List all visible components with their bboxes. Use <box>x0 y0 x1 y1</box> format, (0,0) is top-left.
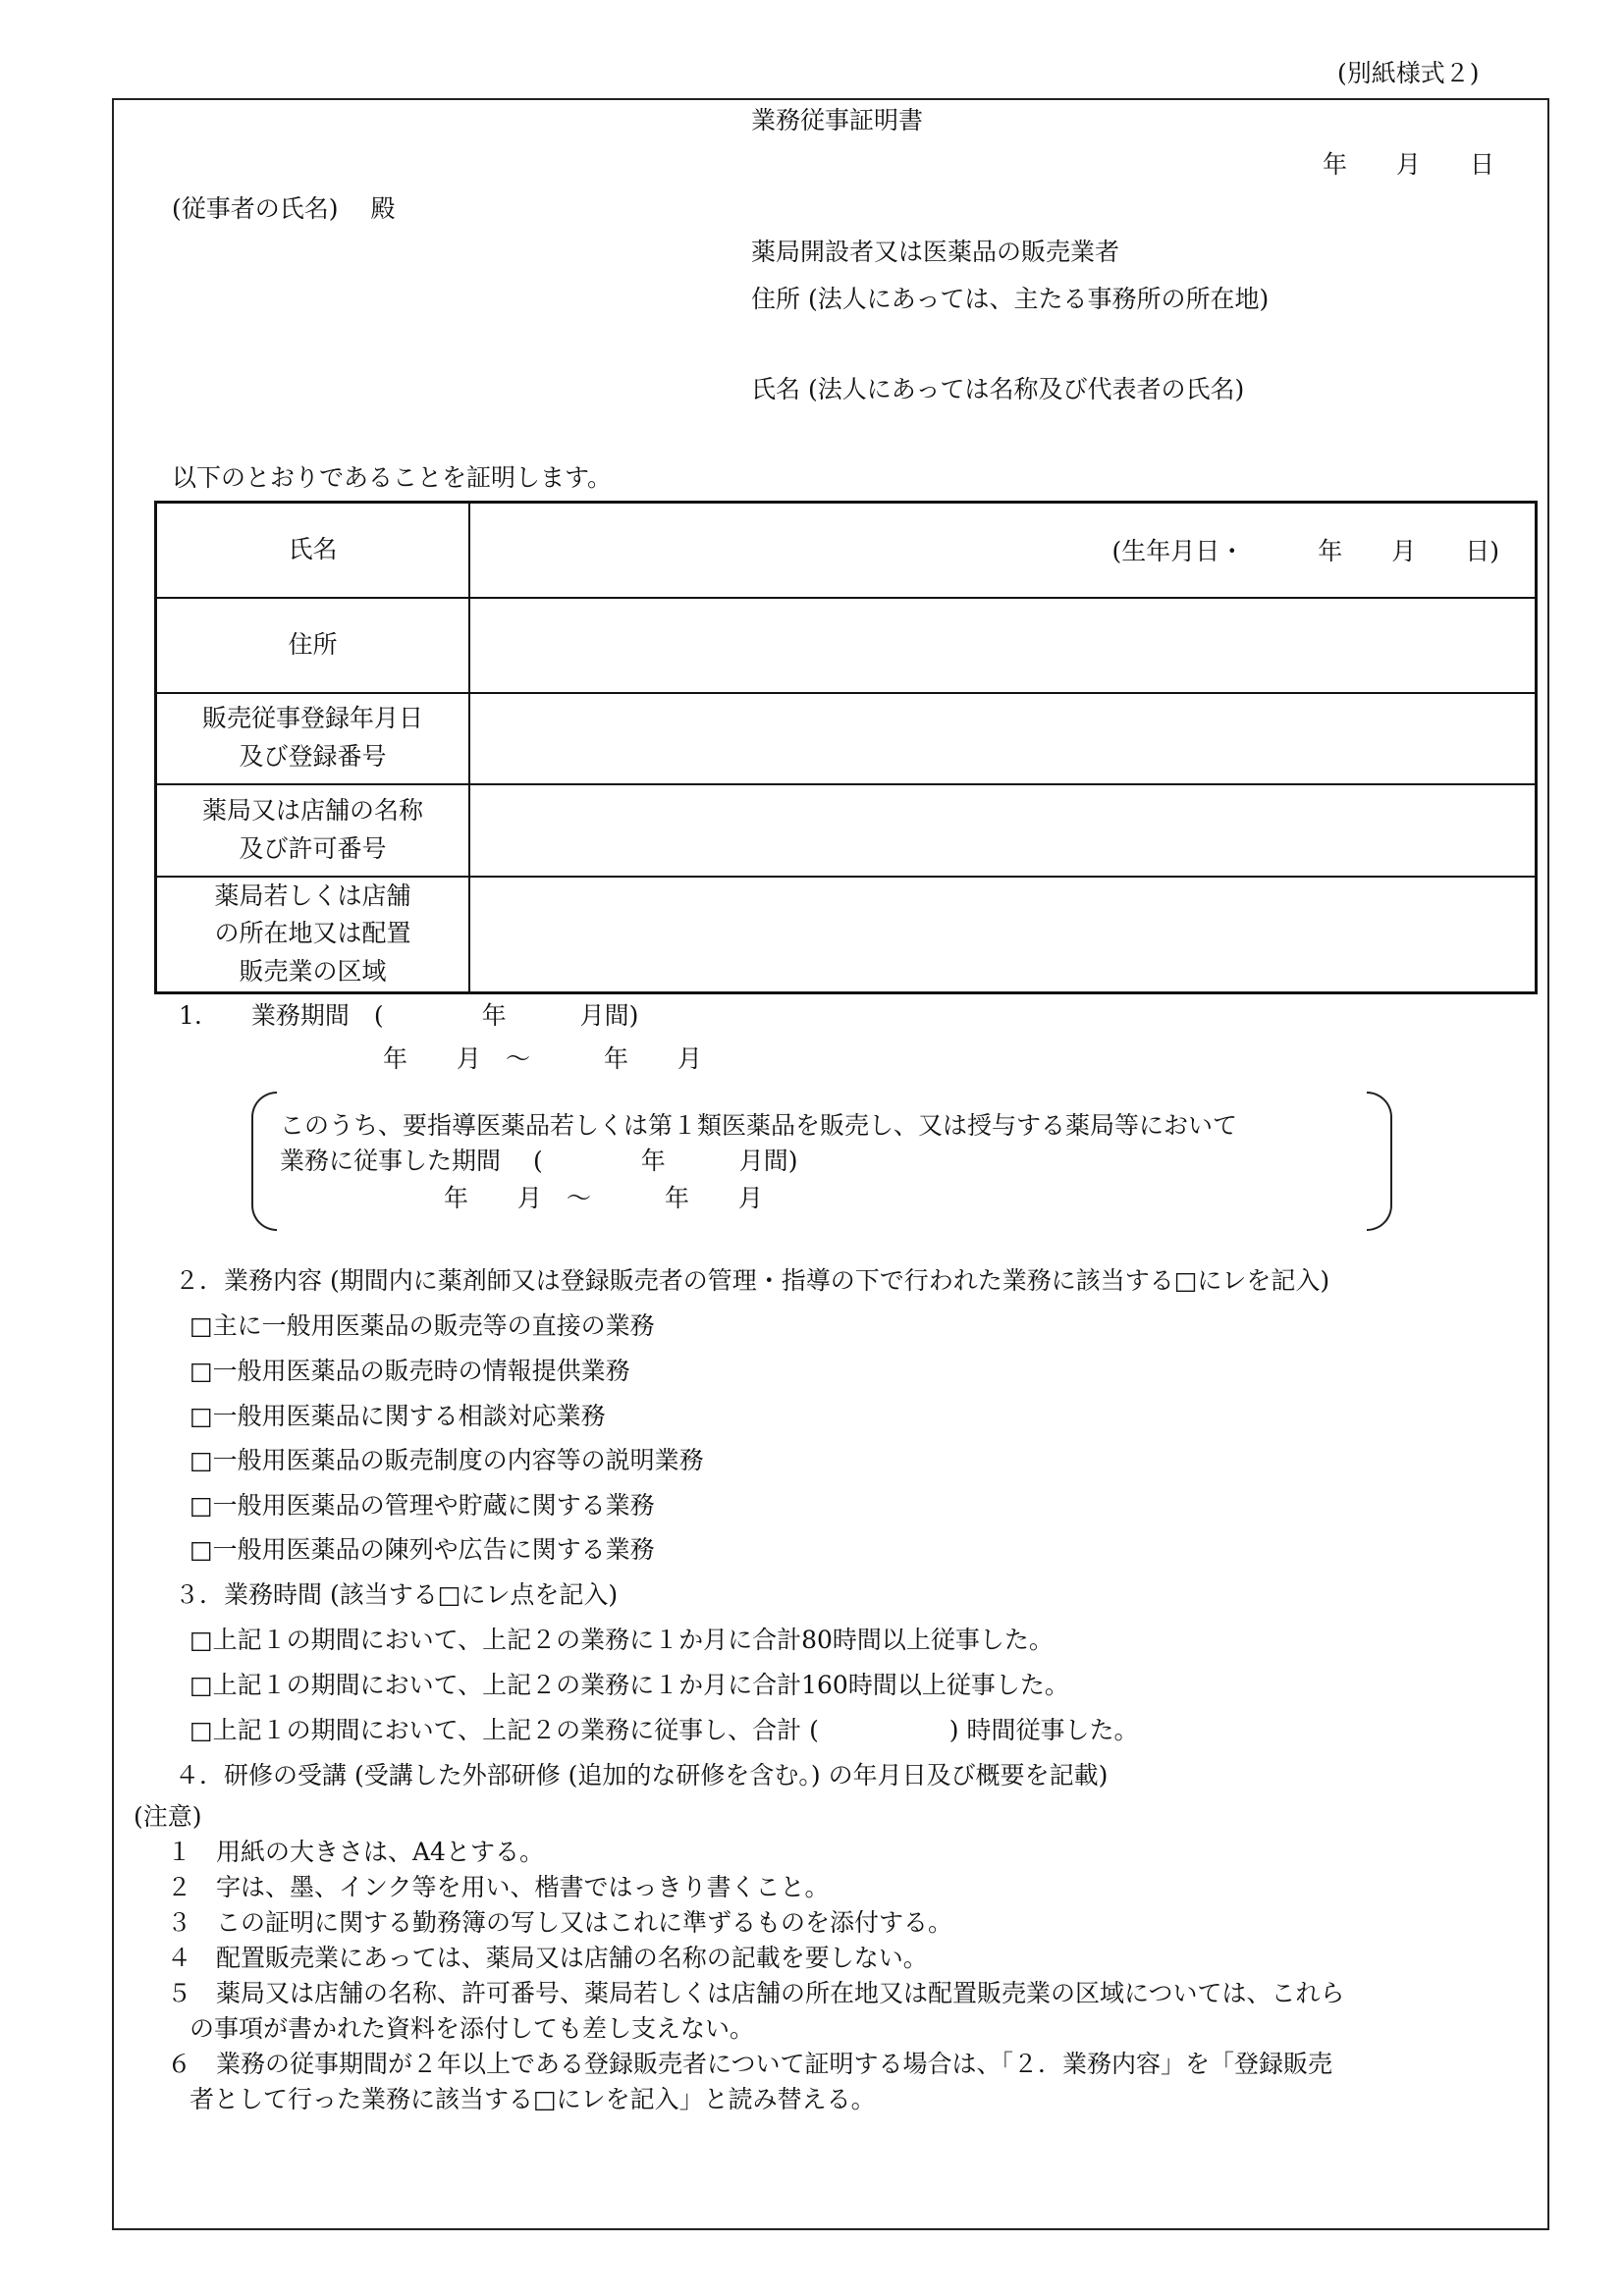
pharmacy-field[interactable] <box>469 784 1537 877</box>
issuer-name-label: 氏名 (法人にあっては名称及び代表者の氏名) <box>751 375 1245 403</box>
label-pharmacy <box>156 784 470 877</box>
section2-item: □一般用医薬品の販売制度の内容等の説明業務 <box>189 1446 704 1474</box>
section3-item: □上記１の期間において、上記２の業務に従事し、合計 ( ) 時間従事した。 <box>189 1716 1139 1744</box>
address-field[interactable] <box>469 598 1537 693</box>
note-item: ４ 配置販売業にあっては、薬局又は店舗の名称の記載を要しない。 <box>167 1944 928 1972</box>
label-pharmacy-text: 薬局又は店舗の名称 及び許可番号 <box>201 795 423 863</box>
label-address: 住所 <box>156 598 470 693</box>
bracket-right <box>1367 1092 1392 1231</box>
note-item: ３ この証明に関する勤務簿の写し又はこれに準ずるものを添付する。 <box>167 1908 953 1937</box>
registration-field[interactable] <box>469 693 1537 784</box>
notes-heading: (注意) <box>134 1802 202 1831</box>
section2-item: □一般用医薬品の陳列や広告に関する業務 <box>189 1535 655 1564</box>
section3-item: □上記１の期間において、上記２の業務に１か月に合計160時間以上従事した。 <box>189 1671 1069 1699</box>
date-line: 年 月 日 <box>1323 150 1495 179</box>
label-location <box>156 877 470 993</box>
table-row-registration <box>156 693 1537 784</box>
note-item: の事項が書かれた資料を添付しても差し支えない。 <box>189 2014 755 2043</box>
table-row-address <box>156 598 1537 693</box>
note-item: ２ 字は、墨、インク等を用い、楷書ではっきり書くこと。 <box>167 1873 830 1901</box>
section1-range: 年 月 ～ 年 月 <box>383 1044 703 1073</box>
section2-item: □主に一般用医薬品の販売等の直接の業務 <box>189 1311 655 1340</box>
table-row-location <box>156 877 1537 993</box>
section1-sub-line1: このうち、要指導医薬品若しくは第１類医薬品を販売し、又は授与する薬局等において <box>280 1111 1238 1140</box>
form-code: (別紙様式２) <box>1337 59 1480 87</box>
name-field[interactable] <box>469 503 1537 598</box>
section2-item: □一般用医薬品に関する相談対応業務 <box>189 1402 606 1430</box>
label-registration <box>156 693 470 784</box>
section1-sub-range: 年 月 ～ 年 月 <box>444 1184 764 1212</box>
section1-sub-line2: 業務に従事した期間 ( 年 月間) <box>280 1147 798 1175</box>
note-item: 者として行った業務に該当する□にレを記入」と読み替える。 <box>189 2085 876 2113</box>
issuer-role: 薬局開設者又は医薬品の販売業者 <box>751 238 1120 266</box>
section2-heading: ２．業務内容 (期間内に薬剤師又は登録販売者の管理・指導の下で行われた業務に該当する□にレを記入) <box>175 1266 1330 1295</box>
addressee: (従事者の氏名) 殿 <box>172 194 396 223</box>
section2-item: □一般用医薬品の販売時の情報提供業務 <box>189 1357 630 1385</box>
birthdate-label: (生年月日・ 年 月 日) <box>1111 537 1499 566</box>
label-location-text: 薬局若しくは店舗 の所在地又は配置 販売業の区域 <box>214 881 411 986</box>
note-item: ６ 業務の従事期間が２年以上である登録販売者について証明する場合は、「２．業務内容」を「登録販売 <box>167 2050 1333 2078</box>
location-field[interactable] <box>469 877 1537 993</box>
info-table <box>154 501 1538 994</box>
section4-heading: ４．研修の受講 (受講した外部研修 (追加的な研修を含む。) の年月日及び概要を記載) <box>175 1761 1109 1789</box>
section3-heading: ３．業務時間 (該当する□にレ点を記入) <box>175 1580 619 1609</box>
table-row-name <box>156 503 1537 598</box>
section2-item: □一般用医薬品の管理や貯蔵に関する業務 <box>189 1491 655 1520</box>
label-name: 氏名 <box>156 503 470 598</box>
table-row-pharmacy <box>156 784 1537 877</box>
note-item: １ 用紙の大きさは、A4とする。 <box>167 1838 544 1866</box>
issuer-address-label: 住所 (法人にあっては、主たる事務所の所在地) <box>751 285 1270 313</box>
section1-heading: 1. 業務期間 ( 年 月間) <box>179 1001 639 1030</box>
bracket-left <box>251 1092 277 1231</box>
section3-item: □上記１の期間において、上記２の業務に１か月に合計80時間以上従事した。 <box>189 1626 1054 1654</box>
label-registration-text: 販売従事登録年月日 及び登録番号 <box>201 704 423 771</box>
page-title: 業務従事証明書 <box>751 106 924 134</box>
note-item: ５ 薬局又は店舗の名称、許可番号、薬局若しくは店舗の所在地又は配置販売業の区域については、これら <box>167 1979 1345 2007</box>
intro-text: 以下のとおりであることを証明します。 <box>172 463 613 492</box>
